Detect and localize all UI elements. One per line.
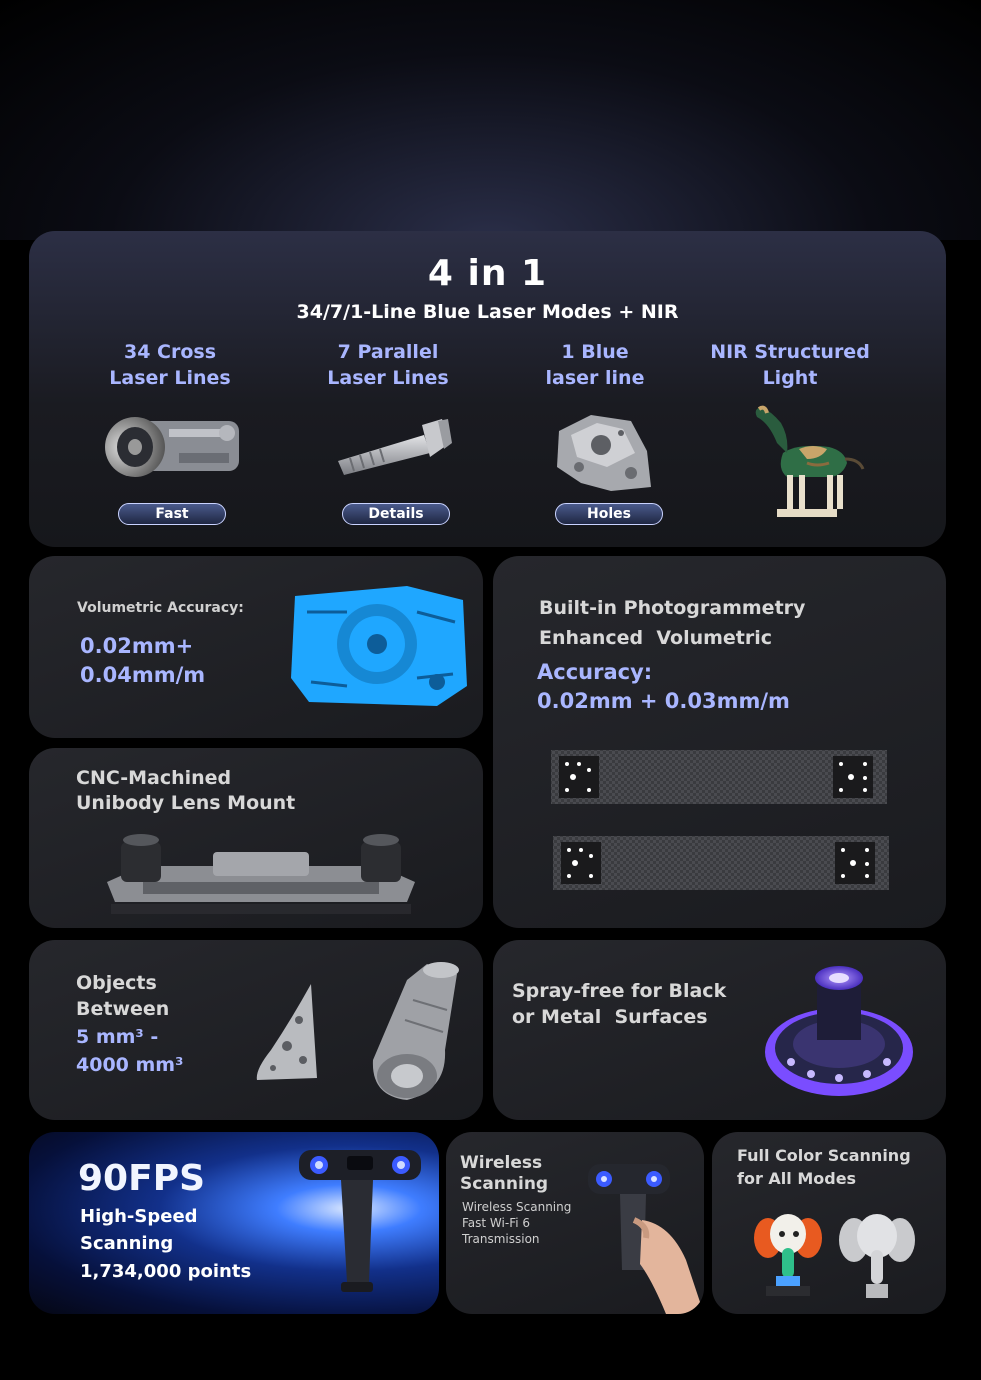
scale-bar-2-image xyxy=(551,834,891,892)
volumetric-accuracy-card xyxy=(29,556,483,738)
holes-mode-tag: Holes xyxy=(555,503,663,525)
objects-line3: 5 mm³ - xyxy=(76,1026,159,1048)
fps-line3: 1,734,000 points xyxy=(80,1261,252,1282)
photogrammetry-card xyxy=(493,556,946,928)
wireless-card xyxy=(446,1132,704,1314)
horse-figurine-image xyxy=(747,403,867,519)
white-elephant-figurine-image xyxy=(838,1212,916,1300)
mode-34-cross-lines xyxy=(70,339,270,391)
black-gear-part-image xyxy=(761,958,917,1102)
photogrammetry-value: 0.02mm + 0.03mm/m xyxy=(537,689,790,713)
four-in-one-card xyxy=(29,231,946,547)
mode-label: 1 Blue laser line xyxy=(545,341,645,389)
mode-nir-structured-light xyxy=(690,339,890,391)
objects-line2: Between xyxy=(76,998,170,1020)
wireless-detail3: Transmission xyxy=(462,1232,540,1246)
turbine-engine-image xyxy=(99,409,251,489)
cnc-line2: Unibody Lens Mount xyxy=(76,792,296,814)
colored-elephant-figurine-image xyxy=(752,1212,824,1298)
objects-line1: Objects xyxy=(76,972,157,994)
spray-line1: Spray-free for Black xyxy=(512,980,727,1002)
full-color-card xyxy=(712,1132,946,1314)
handheld-scanner-image xyxy=(295,1148,425,1294)
photogrammetry-line1: Built-in Photogrammetry xyxy=(539,597,806,619)
accuracy-value-line1: 0.02mm+ xyxy=(80,634,194,658)
wireless-scanner-in-hand-image xyxy=(586,1160,704,1314)
objects-line4: 4000 mm³ xyxy=(76,1054,184,1076)
lens-mount-image xyxy=(103,830,419,926)
scale-bar-1-image xyxy=(549,748,889,806)
cnc-line1: CNC-Machined xyxy=(76,767,232,789)
mode-1-blue-line xyxy=(495,339,695,391)
spray-line2: or Metal Surfaces xyxy=(512,1006,708,1028)
fast-mode-tag: Fast xyxy=(118,503,226,525)
bolt-image xyxy=(334,413,454,483)
details-mode-tag: Details xyxy=(342,503,450,525)
accuracy-label: Volumetric Accuracy: xyxy=(77,600,244,616)
hero-title: 4 in 1 xyxy=(427,253,548,294)
photogrammetry-line3: Accuracy: xyxy=(537,660,653,684)
small-part-image xyxy=(251,980,323,1084)
blue-gearbox-scan-image xyxy=(287,582,469,710)
mode-label: NIR Structured Light xyxy=(710,341,870,389)
object-size-card xyxy=(29,940,483,1120)
mode-label: 34 Cross Laser Lines xyxy=(109,341,231,389)
cnc-lens-mount-card xyxy=(29,748,483,928)
hero-subtitle: 34/7/1-Line Blue Laser Modes + NIR xyxy=(296,301,679,323)
fps-line2: Scanning xyxy=(80,1233,174,1254)
mode-7-parallel-lines xyxy=(288,339,488,391)
color-line1: Full Color Scanning xyxy=(737,1146,911,1165)
wireless-title2: Scanning xyxy=(460,1174,549,1194)
wireless-title1: Wireless xyxy=(460,1153,543,1173)
spray-free-card xyxy=(493,940,946,1120)
large-engine-part-image xyxy=(367,960,463,1106)
accuracy-value-line2: 0.04mm/m xyxy=(80,663,206,687)
wireless-detail1: Wireless Scanning xyxy=(462,1200,572,1214)
color-line2: for All Modes xyxy=(737,1169,857,1188)
fps-line1: High-Speed xyxy=(80,1206,198,1227)
metal-housing-image xyxy=(551,411,655,495)
fps-headline: 90FPS xyxy=(78,1158,206,1199)
top-background-glow xyxy=(0,0,981,240)
photogrammetry-line2: Enhanced Volumetric xyxy=(539,627,773,649)
wireless-detail2: Fast Wi-Fi 6 xyxy=(462,1216,531,1230)
mode-label: 7 Parallel Laser Lines xyxy=(327,341,449,389)
fps-card xyxy=(29,1132,439,1314)
